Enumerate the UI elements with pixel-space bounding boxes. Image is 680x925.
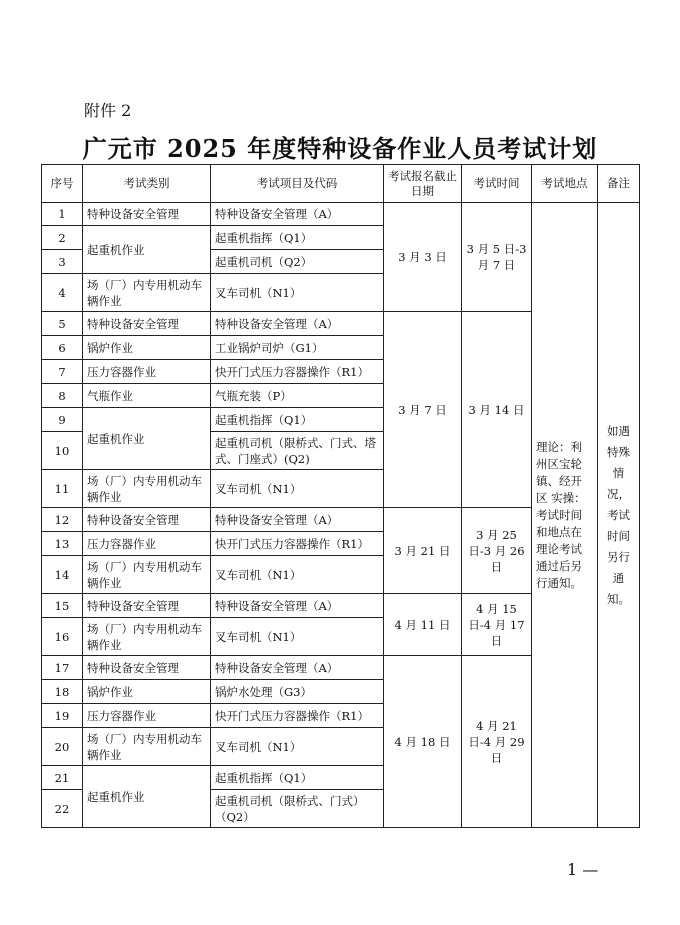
seq-cell: 15 [42, 594, 83, 618]
exam-time-cell: 3 月 25 日-3 月 26 日 [462, 508, 532, 594]
deadline-cell: 3 月 3 日 [384, 203, 462, 312]
item-cell: 起重机司机（限桥式、门式、塔式、门座式）(Q2) [211, 432, 384, 470]
exam-time-cell: 3 月 5 日-3 月 7 日 [462, 203, 532, 312]
item-cell: 气瓶充装（P） [211, 384, 384, 408]
seq-cell: 6 [42, 336, 83, 360]
header-deadline: 考试报名截止日期 [384, 165, 462, 203]
category-cell: 特种设备安全管理 [83, 508, 211, 532]
category-cell: 压力容器作业 [83, 532, 211, 556]
exam-time-cell: 4 月 21 日-4 月 29 日 [462, 656, 532, 828]
header-item: 考试项目及代码 [211, 165, 384, 203]
seq-cell: 16 [42, 618, 83, 656]
seq-cell: 14 [42, 556, 83, 594]
item-cell: 特种设备安全管理（A） [211, 594, 384, 618]
item-cell: 起重机司机（限桥式、门式）（Q2） [211, 790, 384, 828]
header-remark: 备注 [598, 165, 640, 203]
category-cell: 场（厂）内专用机动车辆作业 [83, 274, 211, 312]
item-cell: 叉车司机（N1） [211, 556, 384, 594]
item-cell: 叉车司机（N1） [211, 470, 384, 508]
seq-cell: 17 [42, 656, 83, 680]
item-cell: 叉车司机（N1） [211, 274, 384, 312]
remark-cell: 如遇特殊情况，考试时间另行通知。 [598, 203, 640, 828]
category-cell: 场（厂）内专用机动车辆作业 [83, 556, 211, 594]
category-cell: 场（厂）内专用机动车辆作业 [83, 618, 211, 656]
category-cell: 气瓶作业 [83, 384, 211, 408]
table-header-row [42, 165, 640, 203]
attachment-label: 附件 2 [84, 101, 132, 120]
category-cell: 起重机作业 [83, 408, 211, 470]
header-category: 考试类别 [83, 165, 211, 203]
seq-cell: 9 [42, 408, 83, 432]
exam-plan-table [41, 164, 640, 828]
deadline-cell: 3 月 7 日 [384, 312, 462, 508]
seq-cell: 1 [42, 203, 83, 226]
seq-cell: 7 [42, 360, 83, 384]
seq-cell: 5 [42, 312, 83, 336]
category-cell: 场（厂）内专用机动车辆作业 [83, 728, 211, 766]
item-cell: 叉车司机（N1） [211, 618, 384, 656]
location-cell: 理论：利州区宝轮镇、经开区 实操：考试时间和地点在理论考试通过后另行通知。 [532, 203, 598, 828]
item-cell: 起重机指挥（Q1） [211, 408, 384, 432]
seq-cell: 19 [42, 704, 83, 728]
item-cell: 快开门式压力容器操作（R1） [211, 532, 384, 556]
category-cell: 特种设备安全管理 [83, 312, 211, 336]
category-cell: 场（厂）内专用机动车辆作业 [83, 470, 211, 508]
seq-cell: 22 [42, 790, 83, 828]
item-cell: 起重机指挥（Q1） [211, 226, 384, 250]
header-exam-time: 考试时间 [462, 165, 532, 203]
item-cell: 叉车司机（N1） [211, 728, 384, 766]
seq-cell: 3 [42, 250, 83, 274]
category-cell: 起重机作业 [83, 226, 211, 274]
category-cell: 压力容器作业 [83, 704, 211, 728]
table-row [42, 203, 640, 226]
seq-cell: 21 [42, 766, 83, 790]
header-location: 考试地点 [532, 165, 598, 203]
exam-time-cell: 4 月 15 日-4 月 17 日 [462, 594, 532, 656]
category-cell: 特种设备安全管理 [83, 594, 211, 618]
page-title: 广元市 2025 年度特种设备作业人员考试计划 [82, 134, 598, 163]
seq-cell: 10 [42, 432, 83, 470]
item-cell: 起重机司机（Q2） [211, 250, 384, 274]
seq-cell: 4 [42, 274, 83, 312]
item-cell: 锅炉水处理（G3） [211, 680, 384, 704]
deadline-cell: 4 月 18 日 [384, 656, 462, 828]
item-cell: 特种设备安全管理（A） [211, 508, 384, 532]
item-cell: 工业锅炉司炉（G1） [211, 336, 384, 360]
seq-cell: 18 [42, 680, 83, 704]
seq-cell: 2 [42, 226, 83, 250]
item-cell: 快开门式压力容器操作（R1） [211, 360, 384, 384]
item-cell: 特种设备安全管理（A） [211, 203, 384, 226]
seq-cell: 20 [42, 728, 83, 766]
deadline-cell: 4 月 11 日 [384, 594, 462, 656]
category-cell: 压力容器作业 [83, 360, 211, 384]
category-cell: 特种设备安全管理 [83, 656, 211, 680]
item-cell: 快开门式压力容器操作（R1） [211, 704, 384, 728]
seq-cell: 11 [42, 470, 83, 508]
deadline-cell: 3 月 21 日 [384, 508, 462, 594]
category-cell: 起重机作业 [83, 766, 211, 828]
item-cell: 特种设备安全管理（A） [211, 656, 384, 680]
item-cell: 起重机指挥（Q1） [211, 766, 384, 790]
category-cell: 锅炉作业 [83, 336, 211, 360]
seq-cell: 13 [42, 532, 83, 556]
page-number: 1 — [567, 860, 599, 879]
seq-cell: 12 [42, 508, 83, 532]
seq-cell: 8 [42, 384, 83, 408]
item-cell: 特种设备安全管理（A） [211, 312, 384, 336]
category-cell: 特种设备安全管理 [83, 203, 211, 226]
header-seq: 序号 [42, 165, 83, 203]
exam-time-cell: 3 月 14 日 [462, 312, 532, 508]
category-cell: 锅炉作业 [83, 680, 211, 704]
